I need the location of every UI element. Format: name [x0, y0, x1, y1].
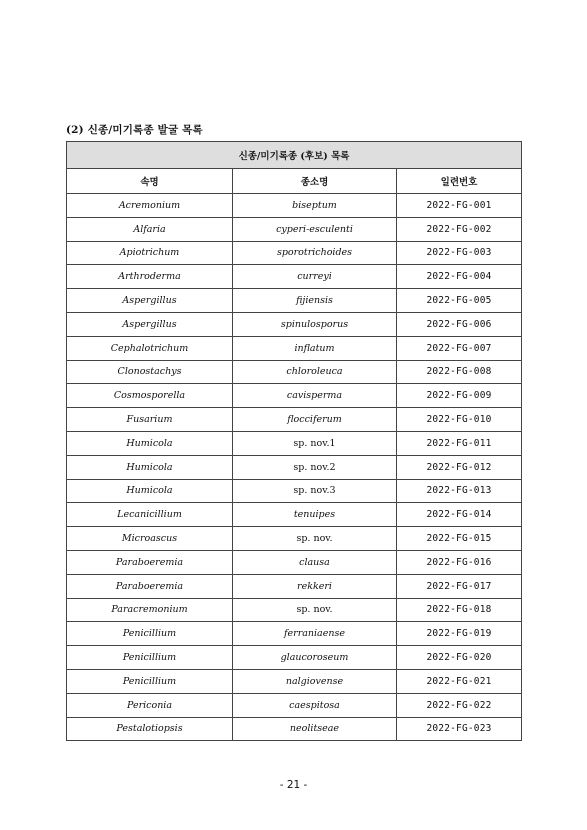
genus-cell: Aspergillus — [67, 289, 233, 313]
table-row — [67, 503, 522, 527]
table-row — [67, 217, 522, 241]
genus-cell: Humicola — [67, 455, 233, 479]
species-cell: spinulosporus — [233, 312, 397, 336]
species-cell: biseptum — [233, 194, 397, 218]
table-row — [67, 336, 522, 360]
serial-cell: 2022-FG-001 — [397, 194, 522, 218]
species-cell: rekkeri — [233, 574, 397, 598]
genus-cell: Fusarium — [67, 408, 233, 432]
species-cell: neolitseae — [233, 717, 397, 741]
serial-cell: 2022-FG-012 — [397, 455, 522, 479]
table-row — [67, 408, 522, 432]
table-row — [67, 574, 522, 598]
table-row — [67, 717, 522, 741]
genus-cell: Periconia — [67, 693, 233, 717]
species-cell: tenuipes — [233, 503, 397, 527]
table-row — [67, 455, 522, 479]
genus-cell: Penicillium — [67, 622, 233, 646]
species-cell: sp. nov.3 — [233, 479, 397, 503]
column-header-genus: 속명 — [67, 169, 233, 194]
species-cell: caespitosa — [233, 693, 397, 717]
genus-cell: Alfaria — [67, 217, 233, 241]
table-row — [67, 431, 522, 455]
genus-cell: Pestalotiopsis — [67, 717, 233, 741]
species-cell: glaucoroseum — [233, 646, 397, 670]
serial-cell: 2022-FG-009 — [397, 384, 522, 408]
species-cell: cyperi-esculenti — [233, 217, 397, 241]
genus-cell: Cosmosporella — [67, 384, 233, 408]
serial-cell: 2022-FG-003 — [397, 241, 522, 265]
species-cell: sp. nov. — [233, 598, 397, 622]
species-cell: inflatum — [233, 336, 397, 360]
species-cell: chloroleuca — [233, 360, 397, 384]
genus-cell: Penicillium — [67, 646, 233, 670]
table-row — [67, 669, 522, 693]
species-cell: sp. nov. — [233, 527, 397, 551]
species-catalog-table — [66, 141, 522, 741]
table-row — [67, 693, 522, 717]
table-row — [67, 598, 522, 622]
species-cell: sp. nov.2 — [233, 455, 397, 479]
table-row — [67, 312, 522, 336]
genus-cell: Humicola — [67, 431, 233, 455]
serial-cell: 2022-FG-022 — [397, 693, 522, 717]
table-row — [67, 194, 522, 218]
serial-cell: 2022-FG-016 — [397, 550, 522, 574]
genus-cell: Cephalotrichum — [67, 336, 233, 360]
species-cell: ferraniaense — [233, 622, 397, 646]
species-cell: clausa — [233, 550, 397, 574]
serial-cell: 2022-FG-015 — [397, 527, 522, 551]
serial-cell: 2022-FG-002 — [397, 217, 522, 241]
species-cell: sp. nov.1 — [233, 431, 397, 455]
genus-cell: Aspergillus — [67, 312, 233, 336]
serial-cell: 2022-FG-018 — [397, 598, 522, 622]
serial-cell: 2022-FG-017 — [397, 574, 522, 598]
table-row — [67, 360, 522, 384]
serial-cell: 2022-FG-007 — [397, 336, 522, 360]
species-cell: flocciferum — [233, 408, 397, 432]
genus-cell: Paracremonium — [67, 598, 233, 622]
serial-cell: 2022-FG-020 — [397, 646, 522, 670]
table-caption: 신종/미기록종 (후보) 목록 — [67, 142, 522, 169]
genus-cell: Penicillium — [67, 669, 233, 693]
species-cell: curreyi — [233, 265, 397, 289]
page-number: - 21 - — [279, 779, 308, 791]
genus-cell: Arthroderma — [67, 265, 233, 289]
serial-cell: 2022-FG-021 — [397, 669, 522, 693]
table-caption-row — [67, 142, 522, 169]
table-row — [67, 479, 522, 503]
serial-cell: 2022-FG-005 — [397, 289, 522, 313]
genus-cell: Apiotrichum — [67, 241, 233, 265]
species-cell: cavisperma — [233, 384, 397, 408]
serial-cell: 2022-FG-023 — [397, 717, 522, 741]
table-row — [67, 265, 522, 289]
table-row — [67, 289, 522, 313]
genus-cell: Paraboeremia — [67, 550, 233, 574]
serial-cell: 2022-FG-006 — [397, 312, 522, 336]
genus-cell: Paraboeremia — [67, 574, 233, 598]
serial-cell: 2022-FG-011 — [397, 431, 522, 455]
table-row — [67, 622, 522, 646]
species-cell: nalgiovense — [233, 669, 397, 693]
genus-cell: Humicola — [67, 479, 233, 503]
serial-cell: 2022-FG-008 — [397, 360, 522, 384]
table-row — [67, 384, 522, 408]
genus-cell: Lecanicillium — [67, 503, 233, 527]
table-row — [67, 527, 522, 551]
table-row — [67, 550, 522, 574]
column-header-species: 종소명 — [233, 169, 397, 194]
table-body — [67, 194, 522, 741]
table-header-row — [67, 169, 522, 194]
genus-cell: Clonostachys — [67, 360, 233, 384]
serial-cell: 2022-FG-019 — [397, 622, 522, 646]
serial-cell: 2022-FG-013 — [397, 479, 522, 503]
serial-cell: 2022-FG-004 — [397, 265, 522, 289]
genus-cell: Microascus — [67, 527, 233, 551]
genus-cell: Acremonium — [67, 194, 233, 218]
serial-cell: 2022-FG-010 — [397, 408, 522, 432]
section-title: (2) 신종/미기록종 발굴 목록 — [66, 124, 203, 136]
table-row — [67, 646, 522, 670]
serial-cell: 2022-FG-014 — [397, 503, 522, 527]
species-cell: fijiensis — [233, 289, 397, 313]
table-row — [67, 241, 522, 265]
species-cell: sporotrichoides — [233, 241, 397, 265]
column-header-serial: 일련번호 — [397, 169, 522, 194]
